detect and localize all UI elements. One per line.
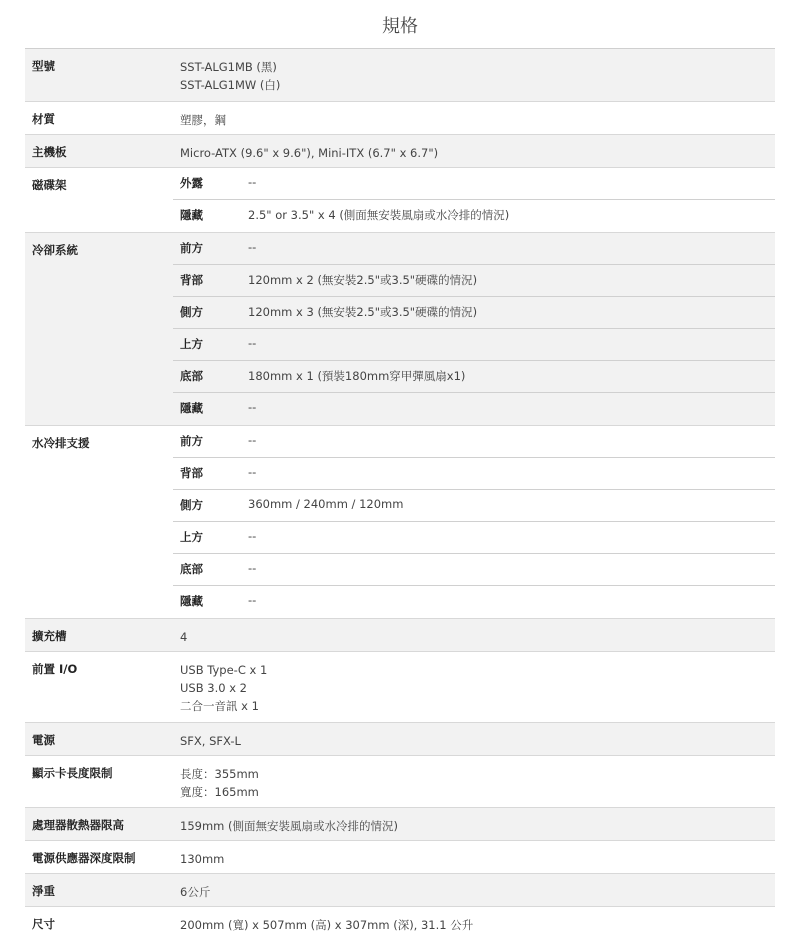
- spec-value: [173, 907, 775, 939]
- sub-spec-row: [173, 393, 775, 425]
- sub-spec-row: [173, 586, 775, 618]
- sub-spec-value: 2.5" or 3.5" x 4 (側面無安裝風扇或水冷排的情況): [248, 208, 510, 222]
- spec-value-line: USB Type-C x 1: [180, 663, 268, 677]
- spec-value-line: SST-ALG1MB (黑): [180, 60, 277, 74]
- spec-value: [173, 841, 775, 873]
- spec-value: [173, 49, 775, 101]
- spec-row-expansion: [25, 619, 775, 652]
- spec-label: 材質: [32, 112, 55, 126]
- sub-spec-label: 背部: [180, 466, 203, 480]
- sub-spec-value: 360mm / 240mm / 120mm: [248, 497, 404, 511]
- spec-value-line: 寬度：165mm: [180, 785, 259, 799]
- sub-spec-value: --: [248, 465, 257, 479]
- sub-spec-label: 側方: [180, 305, 203, 319]
- spec-value-line: 159mm (側面無安裝風扇或水冷排的情況): [180, 819, 398, 833]
- sub-spec-list: [173, 233, 775, 425]
- spec-value-line: 6公斤: [180, 885, 211, 899]
- sub-spec-list: [173, 168, 775, 232]
- sub-spec-row: [173, 233, 775, 265]
- spec-row-dimensions: [25, 907, 775, 939]
- sub-spec-label: 隱藏: [180, 208, 203, 222]
- spec-label: 擴充槽: [32, 629, 67, 643]
- sub-spec-label: 上方: [180, 337, 203, 351]
- sub-spec-row: [173, 200, 775, 232]
- spec-row-weight: [25, 874, 775, 907]
- sub-spec-value: --: [248, 561, 257, 575]
- spec-label: 冷卻系統: [32, 243, 78, 257]
- spec-label: 尺寸: [32, 917, 55, 931]
- spec-row-material: [25, 102, 775, 135]
- sub-spec-row: [173, 297, 775, 329]
- spec-label: 電源: [32, 733, 55, 747]
- spec-value: [173, 874, 775, 906]
- sub-spec-row: [173, 426, 775, 458]
- sub-spec-row: [173, 458, 775, 490]
- spec-value-line: Micro-ATX (9.6" x 9.6"), Mini-ITX (6.7" x 6.7"): [180, 146, 439, 160]
- spec-value-line: USB 3.0 x 2: [180, 681, 247, 695]
- sub-spec-list: [173, 426, 775, 618]
- spec-row-cooling: [25, 233, 775, 426]
- spec-label: 磁碟架: [32, 178, 67, 192]
- spec-value-line: 4: [180, 630, 188, 644]
- sub-spec-row: [173, 522, 775, 554]
- spec-label: 主機板: [32, 145, 67, 159]
- sub-spec-value: 180mm x 1 (預裝180mm穿甲彈風扇x1): [248, 369, 466, 383]
- sub-spec-value: --: [248, 400, 257, 414]
- spec-value: [173, 808, 775, 840]
- sub-spec-row: [173, 554, 775, 586]
- sub-spec-value: --: [248, 433, 257, 447]
- sub-spec-label: 隱藏: [180, 594, 203, 608]
- sub-spec-label: 外露: [180, 176, 203, 190]
- sub-spec-value: --: [248, 593, 257, 607]
- sub-spec-label: 前方: [180, 241, 203, 255]
- spec-value: [173, 102, 775, 134]
- sub-spec-value: 120mm x 2 (無安裝2.5"或3.5"硬碟的情況): [248, 273, 478, 287]
- spec-row-front-io: [25, 652, 775, 723]
- spec-row-drive-bays: [25, 168, 775, 233]
- sub-spec-value: --: [248, 529, 257, 543]
- spec-label: 型號: [32, 59, 55, 73]
- spec-value-line: SFX, SFX-L: [180, 734, 241, 748]
- spec-value-line: 200mm (寬) x 507mm (高) x 307mm (深), 31.1 公升: [180, 918, 474, 932]
- spec-label: 水冷排支援: [32, 436, 90, 450]
- spec-row-cpu-cooler: [25, 808, 775, 841]
- spec-value: [173, 756, 775, 807]
- sub-spec-row: [173, 361, 775, 393]
- spec-table: [25, 48, 775, 939]
- spec-label: 淨重: [32, 884, 55, 898]
- spec-row-psu: [25, 723, 775, 756]
- spec-row-psu-depth: [25, 841, 775, 874]
- sub-spec-row: [173, 168, 775, 200]
- spec-value: [173, 619, 775, 651]
- spec-label: 處理器散熱器限高: [32, 818, 124, 832]
- sub-spec-label: 背部: [180, 273, 203, 287]
- sub-spec-row: [173, 329, 775, 361]
- sub-spec-value: --: [248, 175, 257, 189]
- spec-row-radiator: [25, 426, 775, 619]
- sub-spec-label: 側方: [180, 498, 203, 512]
- spec-label: 電源供應器深度限制: [32, 851, 136, 865]
- spec-value-line: 塑膠，鋼: [180, 113, 226, 127]
- sub-spec-label: 上方: [180, 530, 203, 544]
- sub-spec-row: [173, 490, 775, 522]
- sub-spec-value: --: [248, 240, 257, 254]
- sub-spec-row: [173, 265, 775, 297]
- spec-value: [173, 723, 775, 755]
- sub-spec-label: 隱藏: [180, 401, 203, 415]
- sub-spec-label: 底部: [180, 562, 203, 576]
- spec-value: [173, 652, 775, 722]
- spec-value-line: 二合一音訊 x 1: [180, 699, 259, 713]
- sub-spec-value: 120mm x 3 (無安裝2.5"或3.5"硬碟的情況): [248, 305, 478, 319]
- spec-label: 前置 I/O: [32, 662, 78, 676]
- sub-spec-label: 前方: [180, 434, 203, 448]
- spec-value-line: SST-ALG1MW (白): [180, 78, 281, 92]
- page-title: 規格: [382, 16, 418, 37]
- spec-value-line: 長度：355mm: [180, 767, 259, 781]
- spec-value: [173, 135, 775, 167]
- spec-row-gpu: [25, 756, 775, 808]
- spec-row-model: [25, 49, 775, 102]
- spec-value-line: 130mm: [180, 852, 225, 866]
- sub-spec-label: 底部: [180, 369, 203, 383]
- spec-label: 顯示卡長度限制: [32, 766, 113, 780]
- spec-row-motherboard: [25, 135, 775, 168]
- sub-spec-value: --: [248, 336, 257, 350]
